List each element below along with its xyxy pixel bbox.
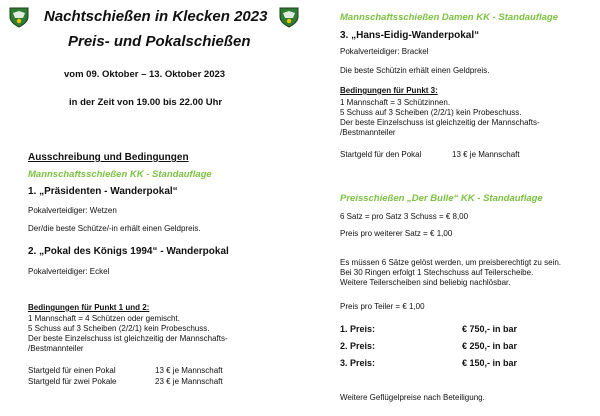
fee-label: Startgeld für zwei Pokale [28, 377, 117, 386]
item1-prize-note: Der/die beste Schütze/-in erhält einen Geldpreis. [28, 224, 201, 233]
event-subtitle: Preis- und Pokalschießen [68, 33, 251, 50]
prize-place: 3. Preis: [340, 358, 376, 368]
bulle-heading: Preisschießen „Der Bulle“ KK - Standauflage [340, 193, 543, 204]
item2-title: 2. „Pokal des Königs 1994“ - Wanderpokal [28, 246, 229, 257]
condition-line: 5 Schuss auf 3 Scheiben (2/2/1) kein Probeschuss. [340, 108, 522, 117]
right-conditions-heading: Bedingungen für Punkt 3: [340, 86, 438, 95]
time-range: in der Zeit von 19.00 bis 22.00 Uhr [69, 97, 223, 108]
teiler-price: Preis pro Teiler = € 1,00 [340, 302, 425, 311]
prize-amount: € 250,- in bar [462, 341, 518, 351]
condition-line: Der beste Einzelschuss ist gleichzeitig der Mannschafts- [340, 118, 540, 127]
club-crest-right-icon [278, 6, 300, 28]
condition-line: 1 Mannschaft = 3 Schützinnen. [340, 98, 451, 107]
rule-line: Bei 30 Ringen erfolgt 1 Stechschuss auf Teilerscheibe. [340, 268, 534, 277]
left-conditions-heading: Bedingungen für Punkt 1 und 2: [28, 303, 150, 312]
fee-label: Startgeld für einen Pokal [28, 366, 116, 375]
fee-value: 13 € je Mannschaft [155, 366, 223, 375]
right-fee-value: 13 € je Mannschaft [452, 150, 520, 159]
prize-amount: € 750,- in bar [462, 324, 518, 334]
item3-prize-note: Die beste Schützin erhält einen Geldpreis. [340, 66, 490, 75]
condition-line: 5 Schuss auf 3 Scheiben (2/2/1) kein Probeschuss. [28, 324, 210, 333]
item2-defender: Pokalverteidiger: Eckel [28, 267, 110, 276]
event-title: Nachtschießen in Klecken 2023 [44, 8, 268, 25]
right-subheading: Mannschaftsschießen Damen KK - Standauflage [340, 12, 559, 23]
prize-amount: € 150,- in bar [462, 358, 518, 368]
item3-title: 3. „Hans-Eidig-Wanderpokal“ [340, 30, 480, 41]
club-crest-left-icon [8, 6, 30, 28]
prize-place: 2. Preis: [340, 341, 376, 351]
condition-line: Der beste Einzelschuss ist gleichzeitig der Mannschafts- [28, 334, 228, 343]
right-fee-label: Startgeld für den Pokal [340, 150, 422, 159]
condition-line: /Bestmannteiler [28, 344, 84, 353]
rule-line: Es müssen 6 Sätze gelöst werden, um preisberechtigt zu sein. [340, 258, 561, 267]
left-subheading: Mannschaftsschießen KK - Standauflage [28, 169, 212, 180]
right-conditions-list [340, 98, 540, 138]
left-conditions-list [28, 314, 228, 354]
bulle-rate2: Preis pro weiterer Satz = € 1,00 [340, 229, 453, 238]
condition-line: 1 Mannschaft = 4 Schützen oder gemischt. [28, 314, 180, 323]
rule-line: Weitere Teilerscheiben sind beliebig nachlösbar. [340, 278, 511, 287]
item1-defender: Pokalverteidiger: Wetzen [28, 206, 117, 215]
item1-title: 1. „Präsidenten - Wanderpokal“ [28, 186, 178, 197]
bulle-footer: Weitere Geflügelpreise nach Beteiligung. [340, 393, 485, 402]
prize-place: 1. Preis: [340, 324, 376, 334]
bulle-rate1: 6 Satz = pro Satz 3 Schuss = € 8,00 [340, 212, 469, 221]
date-range: vom 09. Oktober – 13. Oktober 2023 [64, 69, 226, 80]
condition-line: /Bestmannteiler [340, 128, 396, 137]
bulle-rules [340, 258, 561, 288]
item3-defender: Pokalverteidiger: Brackel [340, 47, 429, 56]
fee-value: 23 € je Mannschaft [155, 377, 223, 386]
section-heading: Ausschreibung und Bedingungen [28, 152, 189, 163]
